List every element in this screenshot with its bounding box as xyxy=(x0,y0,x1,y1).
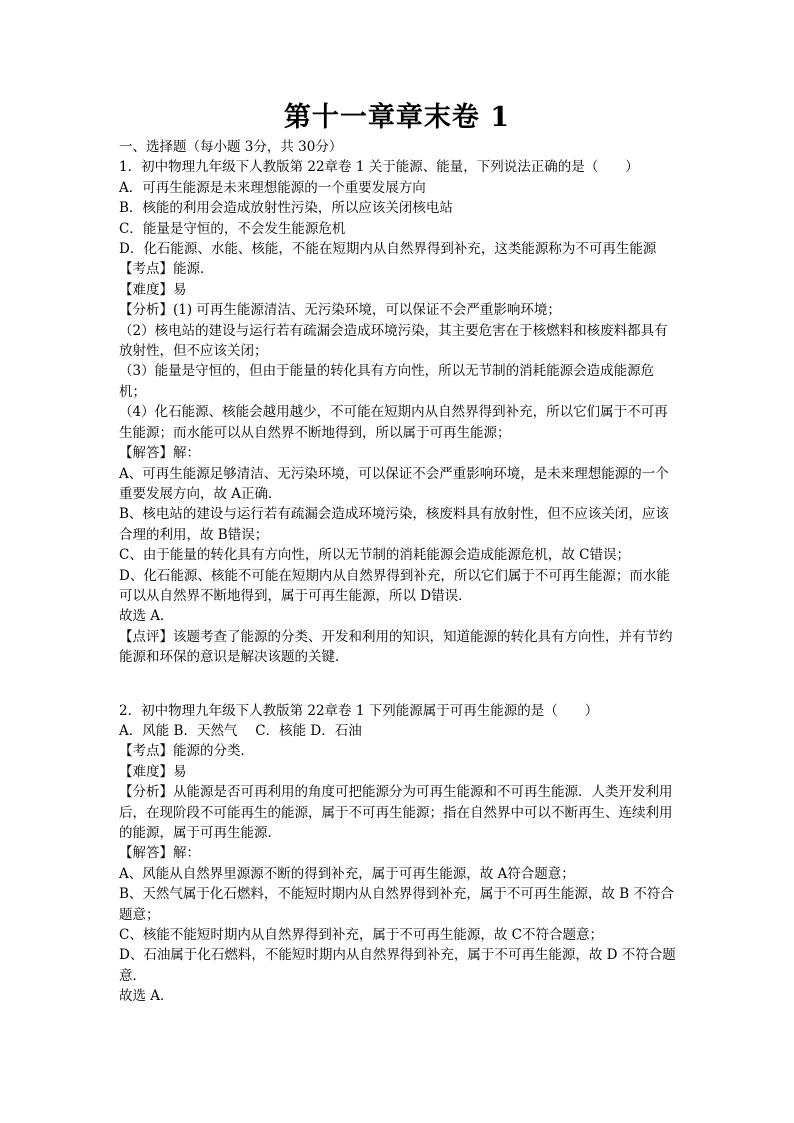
question-2-solution-c: C、核能不能短时期内从自然界得到补充，属于不可再生能源，故 C不符合题意； xyxy=(119,927,603,944)
question-2-options: A．风能 B．天然气 C．核能 D．石油 xyxy=(119,722,362,739)
question-1-option-d: D．化石能源、水能、核能，不能在短期内从自然界得到补充，这类能源称为不可再生能源 xyxy=(119,241,657,258)
question-1-answer: 故选 A． xyxy=(119,608,174,625)
question-2-solution-b: B、天然气属于化石燃料，不能短时期内从自然界得到补充，属于不可再生能源，故 B 不符合题意； xyxy=(119,886,674,923)
question-1-solution-d: D、化石能源、核能不可能在短期内从自然界得到补充，所以它们属于不可再生能源；而水能可以从自然界不断地得到，属于可再生能源，所以 D错误． xyxy=(119,567,670,604)
question-1-solution-b: B、核电站的建设与运行若有疏漏会造成环境污染，核废料具有放射性，但不应该关闭，应该合理的利用，故 B错误； xyxy=(119,506,669,543)
question-1-option-a: A．可再生能源是未来理想能源的一个重要发展方向 xyxy=(119,179,426,196)
question-1-analysis-4: （4）化石能源、核能会越用越少，不可能在短期内从自然界得到补充，所以它们属于不可再生能源；而水能可以从自然界不断地得到，所以属于可再生能源； xyxy=(119,404,668,441)
section-heading: 一、选择题（每小题 3分，共 30分） xyxy=(119,139,343,155)
page-title: 第十一章章末卷 1 xyxy=(283,102,511,133)
question-1-option-c: C．能量是守恒的，不会发生能源危机 xyxy=(119,220,346,237)
document-body xyxy=(119,137,679,1007)
question-1-option-b: B．核能的利用会造成放射性污染，所以应该关闭核电站 xyxy=(119,200,453,217)
question-2-stem: 2．初中物理九年级下人教版第 22章卷 1 下列能源属于可再生能源的是（ ） xyxy=(119,702,599,719)
question-1-analysis-1: 【分析】(1) 可再生能源清洁、无污染环境，可以保证不会严重影响环境； xyxy=(119,302,561,319)
question-1-solution-a: A、可再生能源足够清洁、无污染环境，可以保证不会严重影响环境，是未来理想能源的一个重要发展方向，故 A正确． xyxy=(119,465,669,502)
question-2-solution-label: 【解答】解： xyxy=(119,845,200,862)
question-1-solution-c: C、由于能量的转化具有方向性，所以无节制的消耗能源会造成能源危机，故 C错误； xyxy=(119,547,630,564)
question-2-analysis: 【分析】从能源是否可再利用的角度可把能源分为可再生能源和不可再生能源．人类开发利用后，在现阶段不可能再生的能源，属于不可再生能源；指在自然界中可以不断再生、连续利用的能源，属于可再生能源． xyxy=(119,784,673,841)
question-1-stem: 1．初中物理九年级下人教版第 22章卷 1 关于能源、能量，下列说法正确的是（ ） xyxy=(119,159,639,176)
question-2-answer: 故选 A． xyxy=(119,988,174,1005)
question-1-solution-label: 【解答】解： xyxy=(119,445,200,462)
question-1-analysis-3: （3）能量是守恒的，但由于能量的转化具有方向性，所以无节制的消耗能源会造成能源危机； xyxy=(119,363,655,400)
question-2-solution-a: A、风能从自然界里源源不断的得到补充，属于可再生能源，故 A符合题意； xyxy=(119,865,575,882)
question-1-comment: 【点评】该题考查了能源的分类、开发和利用的知识，知道能源的转化具有方向性，并有节约能源和环保的意识是解决该题的关键． xyxy=(119,628,673,666)
question-2-nandu: 【难度】易 xyxy=(119,763,187,780)
question-1-analysis-2: （2）核电站的建设与运行若有疏漏会造成环境污染，其主要危害在于核燃料和核废料都具有放射性，但不应该关闭； xyxy=(119,322,668,360)
question-spacer xyxy=(119,668,679,701)
question-1-kaodian: 【考点】能源． xyxy=(119,261,214,278)
question-1-nandu: 【难度】易 xyxy=(119,281,187,298)
question-2-solution-d: D、石油属于化石燃料，不能短时期内从自然界得到补充，属于不可再生能源，故 D 不符合题意． xyxy=(119,947,676,984)
question-2-kaodian: 【考点】能源的分类． xyxy=(119,743,254,760)
